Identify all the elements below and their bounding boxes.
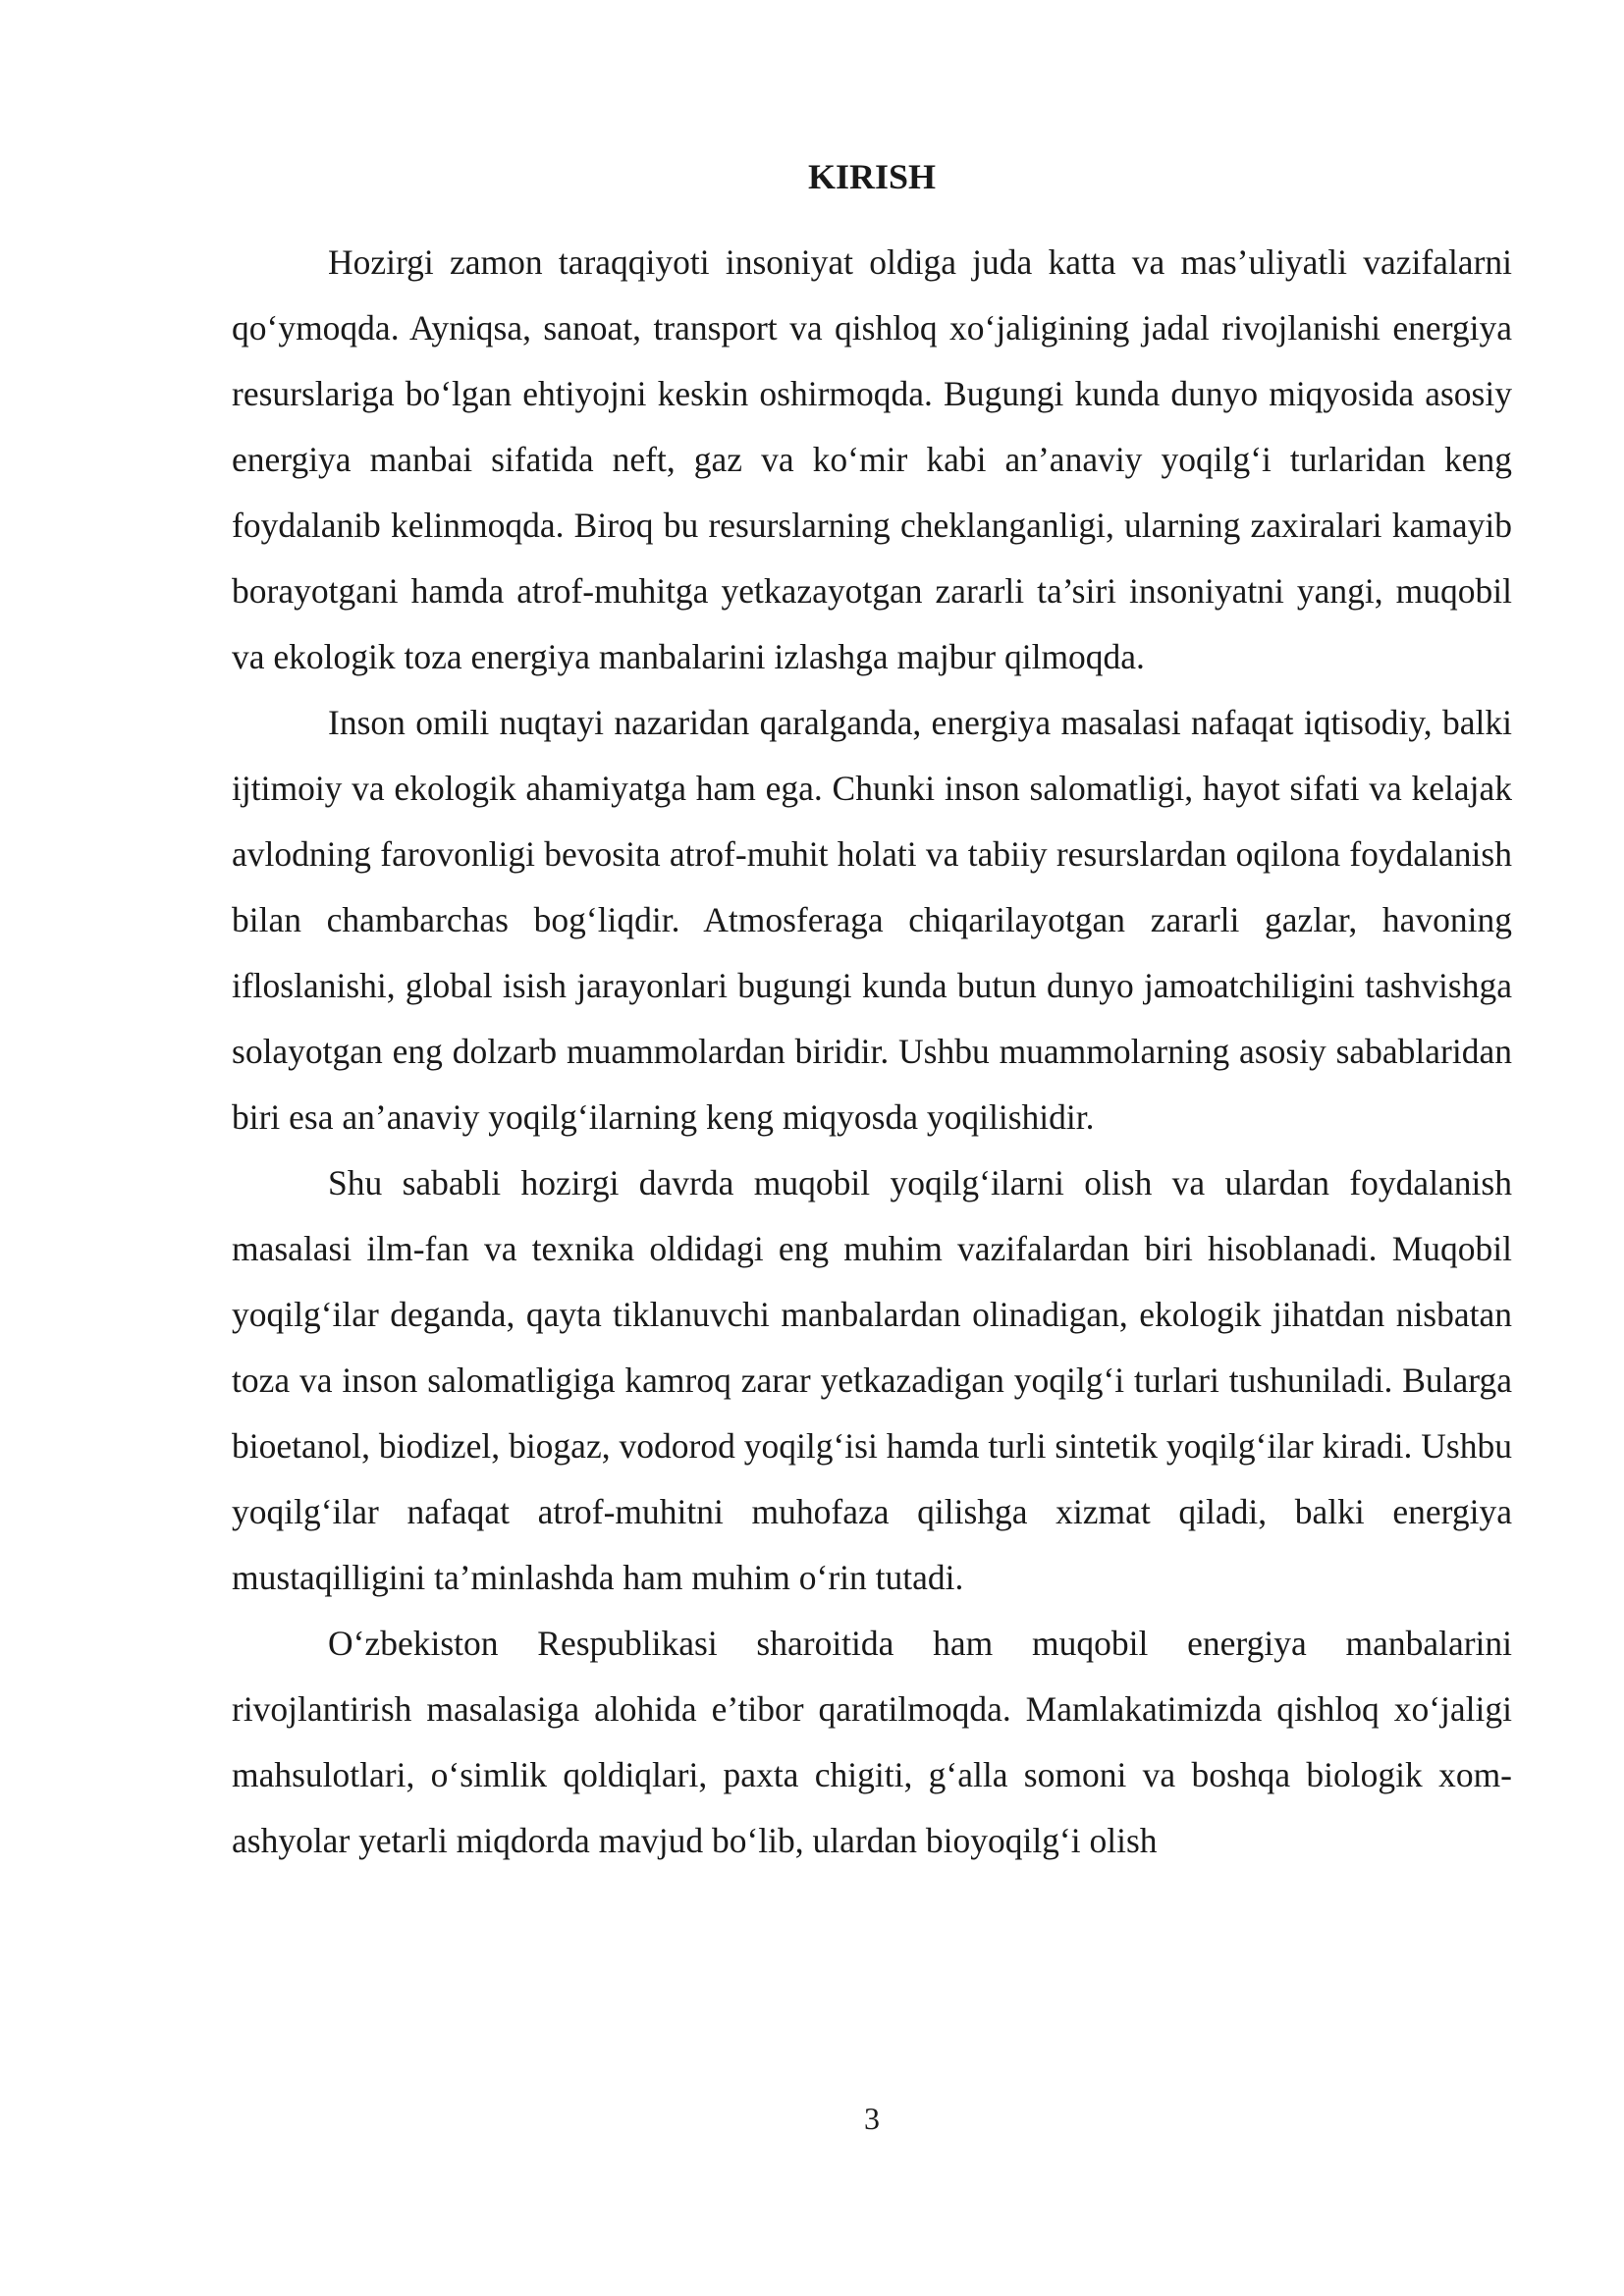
paragraph-3: Shu sababli hozirgi davrda muqobil yoqilg‘ilarni olish va ulardan foydalanish masalasi ilm-fan va texnika oldidagi eng muhim vazifalardan biri hisoblanadi. Muqobil yoqilg‘ilar deganda, qayta tiklanuvchi manbalardan olinadigan, ekologik jihatdan nisbatan toza va inson salomatligiga kamroq zarar yetkazadigan yoqilg‘i turlari tushuniladi. Bularga bioetanol, biodizel, biogaz, vodorod yoqilg‘isi hamda turli sintetik yoqilg‘ilar kiradi. Ushbu yoqilg‘ilar nafaqat atrof-muhitni muhofaza qilishga xizmat qiladi, balki energiya mustaqilligini ta’minlashda ham muhim o‘rin tutadi. bbox=[232, 1163, 1512, 1597]
paragraph-2: Inson omili nuqtayi nazaridan qaralganda, energiya masalasi nafaqat iqtisodiy, balki ijtimoiy va ekologik ahamiyatga ham ega. Chunki inson salomatligi, hayot sifati va kelajak avlodning farovonligi bevosita atrof-muhit holati va tabiiy resurslardan oqilona foydalanish bilan chambarchas bog‘liqdir. Atmosferaga chiqarilayotgan zararli gazlar, havoning ifloslanishi, global isish jarayonlari bugungi kunda butun dunyo jamoatchiligini tashvishga solayotgan eng dolzarb muammolardan biridir. Ushbu muammolarning asosiy sabablaridan biri esa an’anaviy yoqilg‘ilarning keng miqyosda yoqilishidir. bbox=[232, 703, 1512, 1137]
paragraph-4: O‘zbekiston Respublikasi sharoitida ham muqobil energiya manbalarini rivojlantirish masalasiga alohida e’tibor qaratilmoqda. Mamlakatimizda qishloq xo‘jaligi mahsulotlari, o‘simlik qoldiqlari, paxta chigiti, g‘alla somoni va boshqa biologik xom-ashyolar yetarli miqdorda mavjud bo‘lib, ulardan bioyoqilg‘i olish bbox=[232, 1624, 1512, 1860]
document-body bbox=[232, 230, 1512, 1874]
paragraph-1: Hozirgi zamon taraqqiyoti insoniyat oldiga juda katta va mas’uliyatli vazifalarni qo‘ymoqda. Ayniqsa, sanoat, transport va qishloq xo‘jaligining jadal rivojlanishi energiya resurslariga bo‘lgan ehtiyojni keskin oshirmoqda. Bugungi kunda dunyo miqyosida asosiy energiya manbai sifatida neft, gaz va ko‘mir kabi an’anaviy yoqilg‘i turlaridan keng foydalanib kelinmoqda. Biroq bu resurslarning cheklanganligi, ularning zaxiralari kamayib borayotgani hamda atrof-muhitga yetkazayotgan zararli ta’siri insoniyatni yangi, muqobil va ekologik toza energiya manbalarini izlashga majbur qilmoqda. bbox=[232, 242, 1512, 676]
page-title: KIRISH bbox=[807, 157, 937, 196]
document-page bbox=[232, 0, 1512, 2296]
page-number: 3 bbox=[864, 2101, 880, 2136]
